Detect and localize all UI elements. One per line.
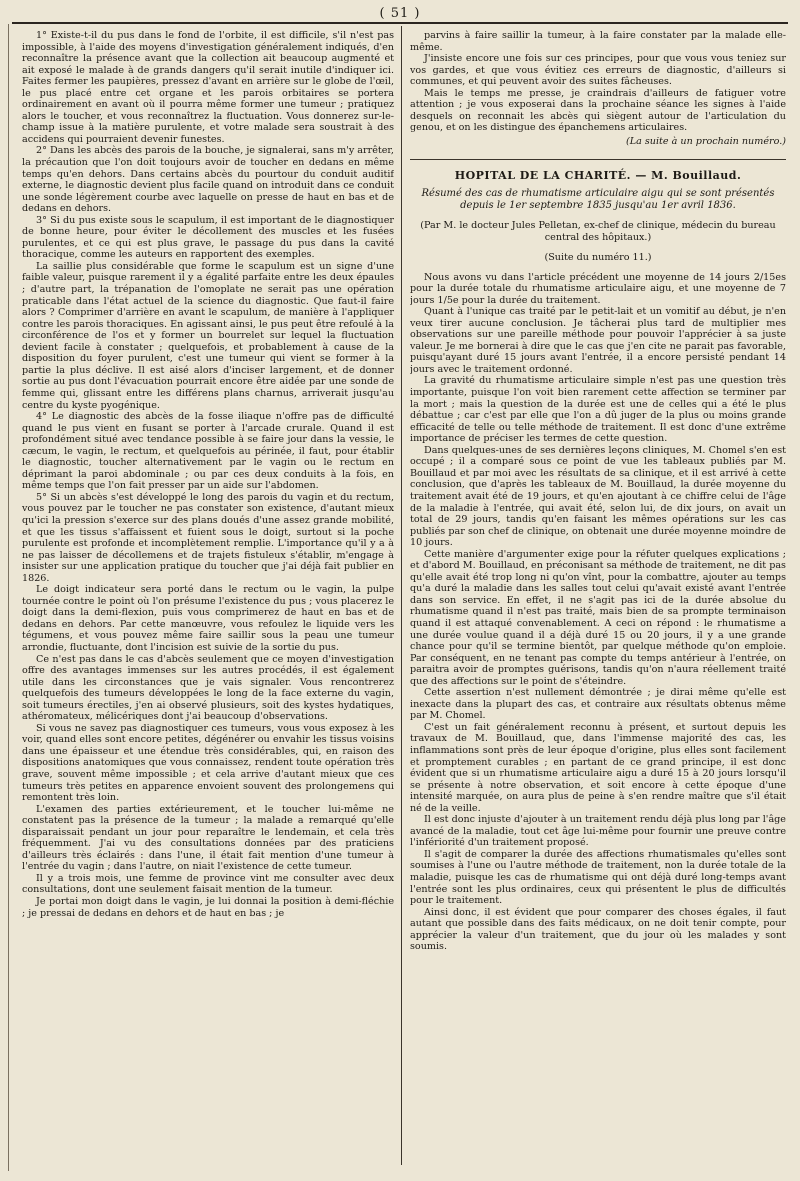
paragraph: 4° Le diagnostic des abcès de la fosse iliaque n'offre pas de difficulté quand le pus vient en fusant se porter à l'arcade crurale. Quand il est profondément situé avec tendance possible à se faire jour dans la vessie, le cæcum, le vagin, le rectum, et quelquefois au périnée, il faut, pour établir le diagnostic, toucher alternativement par le vagin ou le rectum en déprimant la paroi abdominale ; ou par ces deux conduits à la fois, en même temps que l'on fait presser par un aide sur l'abdomen. xyxy=(22,411,394,492)
paragraph: 5° Si un abcès s'est développé le long des parois du vagin et du rectum, vous pouvez par le toucher ne pas constater son existence, d'autant mieux qu'ici la pression s'exerce sur des plans doués d'une assez grande mobilité, et que les tissus s'affaissent et fuient sous le doigt, surtout si la poche purulente est profonde et incomplètement remplie. L'importance qu'il y a à ne pas laisser de décollemens et de trajets fistuleux s'établir, m'engage à insister sur une application pratique du toucher que j'ai déjà fait publier en 1826. xyxy=(22,491,394,584)
paragraph: Quant à l'unique cas traité par le petit-lait et un vomitif au début, je n'en veux tirer aucune conclusion. Je tâcherai plus tard de multiplier mes observations sur une pareille méthode pour pouvoir l'apprécier à sa juste valeur. Je me bornerai à dire que le cas que j'en cite ne parait pas favorable, puisqu'ayant duré 15 jours avant l'entrée, il a encore persisté pendant 14 jours avec le traitement ordonné. xyxy=(410,306,786,375)
paragraph: La saillie plus considérable que forme le scapulum est un signe d'une faible valeur, puisque rarement il y a égalité parfaite entre les deux épaules ; d'autre part, la trépanation de l'omoplate ne serait pas une opération praticable dans l'état actuel de la science du diagnostic. Que faut-il faire alors ? Comprimer d'arrière en avant le scapulum, de manière à l'appliquer contre les parois thoraciques. En agissant ainsi, le pus peut être refoulé à la circonférence de l'os et y former un bourrelet sur lequel la fluctuation devient facile à constater ; quelquefois, et probablement à cause de la disposition du foyer purulent, c'est une tumeur qui vient se former à la partie la plus déclive. Il est aisé alors d'inciser largement, et de donner sortie au pus dont l'évacuation pourrait encore être aidée par une sonde de femme qui, glissant entre les différens plans charnus, arriverait jusqu'au centre du kyste pyogénique. xyxy=(22,260,394,411)
paragraph: Cette assertion n'est nullement démontrée ; je dirai même qu'elle est inexacte dans la plupart des cas, et contraire aux résultats obtenus même par M. Chomel. xyxy=(410,687,786,722)
paragraph: Il s'agit de comparer la durée des affections rhumatismales qu'elles sont soumises à l'une ou l'autre méthode de traitement, non la durée totale de la maladie, puisque les cas de rhumatisme qui ont déjà duré long-temps avant l'entrée sont les plus ordinaires, ceux qui présentent le plus de difficultés pour le traitement. xyxy=(410,848,786,907)
paragraph: L'examen des parties extérieurement, et le toucher lui-même ne constatent pas la présence de la tumeur ; la malade a remarqué qu'elle disparaissait pendant un jour pour reparaître le lendemain, et cela très fréquemment. J'ai vu des consultations données par des praticiens d'ailleurs très éclairés : dans l'une, il était fait mention d'une tumeur à l'entrée du vagin ; dans l'autre, on niait l'existence de cette tumeur. xyxy=(22,803,394,873)
paragraph: 3° Si du pus existe sous le scapulum, il est important de le diagnostiquer de bonne heure, pour éviter le décollement des muscles et les fusées purulentes, et ce qui est plus grave, le passage du pus dans la cavité thoracique, comme les auteurs en rapportent des exemples. xyxy=(22,214,394,261)
paragraph: Dans quelques-unes de ses dernières leçons cliniques, M. Chomel s'en est occupé ; il a comparé sous ce point de vue les tableaux publiés par M. Bouillaud et par moi avec les résultats de sa clinique, et il est arrivé à cette conclusion, que d'après les tableaux de M. Bouillaud, la durée moyenne du traitement avait été de 19 jours, et qu'en ajoutant à ce chiffre celui de l'âge de la maladie à l'entrée, qui avait été, selon lui, de dix jours, on avait un total de 29 jours, tandis qu'en faisant les mêmes opérations sur les cas publiés par son chef de clinique, on obtenait une durée moyenne moindre de 10 jours. xyxy=(410,444,786,549)
column-divider xyxy=(401,26,402,1165)
section-rule xyxy=(410,159,786,160)
page-edge-line xyxy=(8,24,9,1171)
page-number: ( 51 ) xyxy=(379,6,421,21)
right-column xyxy=(410,30,786,1167)
suite-note: (Suite du numéro 11.) xyxy=(544,252,652,264)
paragraph: 2° Dans les abcès des parois de la bouche, je signalerai, sans m'y arrêter, la précaution que l'on doit toujours avoir de toucher en dedans en même temps qu'en dehors. Dans certains abcès du pourtour du conduit auditif externe, le diagnostic devient plus facile quand on introduit dans ce conduit une sonde légèrement courbe avec laquelle on presse de haut en bas et de dedans en dehors. xyxy=(22,145,394,215)
paragraph: Il est donc injuste d'ajouter à un traitement rendu déjà plus long par l'âge avancé de la maladie, tout cet âge lui-même pour fournir une preuve contre l'infériorité d'un traitement proposé. xyxy=(410,814,786,849)
paragraph: Mais le temps me presse, je craindrais d'ailleurs de fatiguer votre attention ; je vous exposerai dans la prochaine séance les signes à l'aide desquels on reconnait les abcès qui siègent autour de l'articulation du genou, et on les distingue des épanchemens articulaires. xyxy=(410,87,786,134)
paragraph: Nous avons vu dans l'article précédent une moyenne de 14 jours 2/15es pour la durée totale du rhumatisme articulaire aigu, et une moyenne de 7 jours 1/5e pour la durée du traitement. xyxy=(410,271,786,306)
paragraph: Cette manière d'argumenter exige pour la réfuter quelques explications ; et d'abord M. Bouillaud, en préconisant sa méthode de traitement, ne dit pas qu'elle avait été trop long ni qu'on vînt, pour la combattre, ajouter au temps qu'a duré la maladie dans les salles tout celui qu'avait existé avant l'entrée dans son service. En effet, il ne s'agit pas ici de la durée absolue du rhumatisme quand il n'est pas traité, mais bien de sa prompte terminaison quand il est attaqué convenablement. A ceci on répond : le rhumatisme a une durée voulue quand il a déjà duré 15 ou 20 jours, il y a une grande chance pour qu'il se termine bientôt, par quelque méthode qu'on emploie. Par conséquent, en ne tenant pas compte du temps antérieur à l'entrée, on paraitra avoir de promptes guérisons, tandis qu'on n'aura réellement traité que des affections sur le point de s'éteindre. xyxy=(410,548,786,687)
paragraph: Si vous ne savez pas diagnostiquer ces tumeurs, vous vous exposez à les voir, quand elles sont encore petites, dégénérer ou envahir les tissus voisins dans une épaisseur et une étendue très considérables, qui, en raison des dispositions anatomiques que vous connaissez, rendent toute opération très grave, souvent même impossible ; et cela arrive d'autant mieux que ces tumeurs très petites en apparence envoient souvent des prolongemens qui remontent très loin. xyxy=(22,722,394,804)
paragraph: La gravité du rhumatisme articulaire simple n'est pas une question très importante, puisque l'on voit bien rarement cette affection se terminer par la mort ; mais la question de la durée est une de celles qui a été le plus débattue ; car c'est par elle que l'on a dû juger de la plus ou moins grande efficacité de telle ou telle méthode de traitement. Il est donc d'une extrême importance de préciser les termes de cette question. xyxy=(410,375,786,445)
paragraph: C'est un fait généralement reconnu à présent, et surtout depuis les travaux de M. Bouillaud, que, dans l'immense majorité des cas, les inflammations sont près de leur époque d'origine, plus elles sont facilement et promptement curables ; en partant de ce grand principe, il est donc évident que si un rhumatisme articulaire aigu a duré 15 à 20 jours lorsqu'il se présente à notre observation, et soit encore à cette époque d'une intensité marquée, on aura plus de peine à s'en rendre maître que s'il était né de la veille. xyxy=(410,721,786,814)
paragraph: Ainsi donc, il est évident que pour comparer des choses égales, il faut autant que possible dans des faits médicaux, on ne doit tenir compte, pour apprécier la valeur d'un traitement, que du jour où les malades y sont soumis. xyxy=(410,906,786,953)
paragraph: parvins à faire saillir la tumeur, à la faire constater par la malade elle-même. xyxy=(410,30,786,53)
paragraph: J'insiste encore une fois sur ces principes, pour que vous vous teniez sur vos gardes, et que vous évitiez ces erreurs de diagnostic, d'ailleurs si communes, et qui peuvent avoir des suites fâcheuses. xyxy=(410,53,786,88)
paragraph: Le doigt indicateur sera porté dans le rectum ou le vagin, la pulpe tournée contre le point où l'on présume l'existence du pus ; vous placerez le doigt dans la demi-flexion, puis vous comprimerez de haut en bas et de dedans en dehors. Par cette manœuvre, vous refoulez le liquide vers les tégumens, et vous pouvez même faire saillir sous la peau une tumeur arrondie, fluctuante, dont l'incision est suivie de la sortie du pus. xyxy=(22,584,394,653)
section-title: HOPITAL DE LA CHARITÉ. — M. Bouillaud. xyxy=(454,169,742,183)
header-rule xyxy=(12,22,788,24)
section-subtitle: Résumé des cas de rhumatisme articulaire aigu qui se sont présentés depuis le 1er septembre 1835 jusqu'au 1er avril 1836. xyxy=(421,188,775,212)
paragraph: Il y a trois mois, une femme de province vint me consulter avec deux consultations, dont une seulement faisait mention de la tumeur. xyxy=(22,872,394,896)
section-author: (Par M. le docteur Jules Pelletan, ex-chef de clinique, médecin du bureau central des hôpitaux.) xyxy=(420,220,776,244)
paragraph: Je portai mon doigt dans le vagin, je lui donnai la position à demi-fléchie ; je pressai de dedans en dehors et de haut en bas ; je xyxy=(22,896,394,919)
left-column xyxy=(22,30,394,1167)
paragraph: Ce n'est pas dans le cas d'abcès seulement que ce moyen d'investigation offre des avantages immenses sur les autres procédés, il est également utile dans les circonstances que je vais signaler. Vous rencontrerez quelquefois des tumeurs développées le long de la face externe du vagin, soit tumeurs érectiles, j'en ai observé plusieurs, soit des kystes hydatiques, athéromateux, mélicériques dont j'ai beaucoup d'observations. xyxy=(22,653,394,723)
paragraph: 1° Existe-t-il du pus dans le fond de l'orbite, il est difficile, s'il n'est pas impossible, à l'aide des moyens d'investigation généralement indiqués, d'en reconnaître la présence avant que la collection ait beaucoup augmenté et ait exposé le malade à de grands dangers qu'il serait inutile d'indiquer ici. Faites fermer les paupières, pressez d'avant en arrière sur le globe de l'œil, le pus placé entre cet organe et les parois orbitaires se portera ordinairement en avant où il pourra même former une tumeur ; pratiquez alors le toucher, et vous reconnaîtrez la fluctuation. Vous donnerez sur-le-champ issue à la matière purulente, et votre malade sera soustrait à des accidens qui pourraient devenir funestes. xyxy=(22,30,394,145)
continuation-note: (La suite à un prochain numéro.) xyxy=(625,135,786,147)
